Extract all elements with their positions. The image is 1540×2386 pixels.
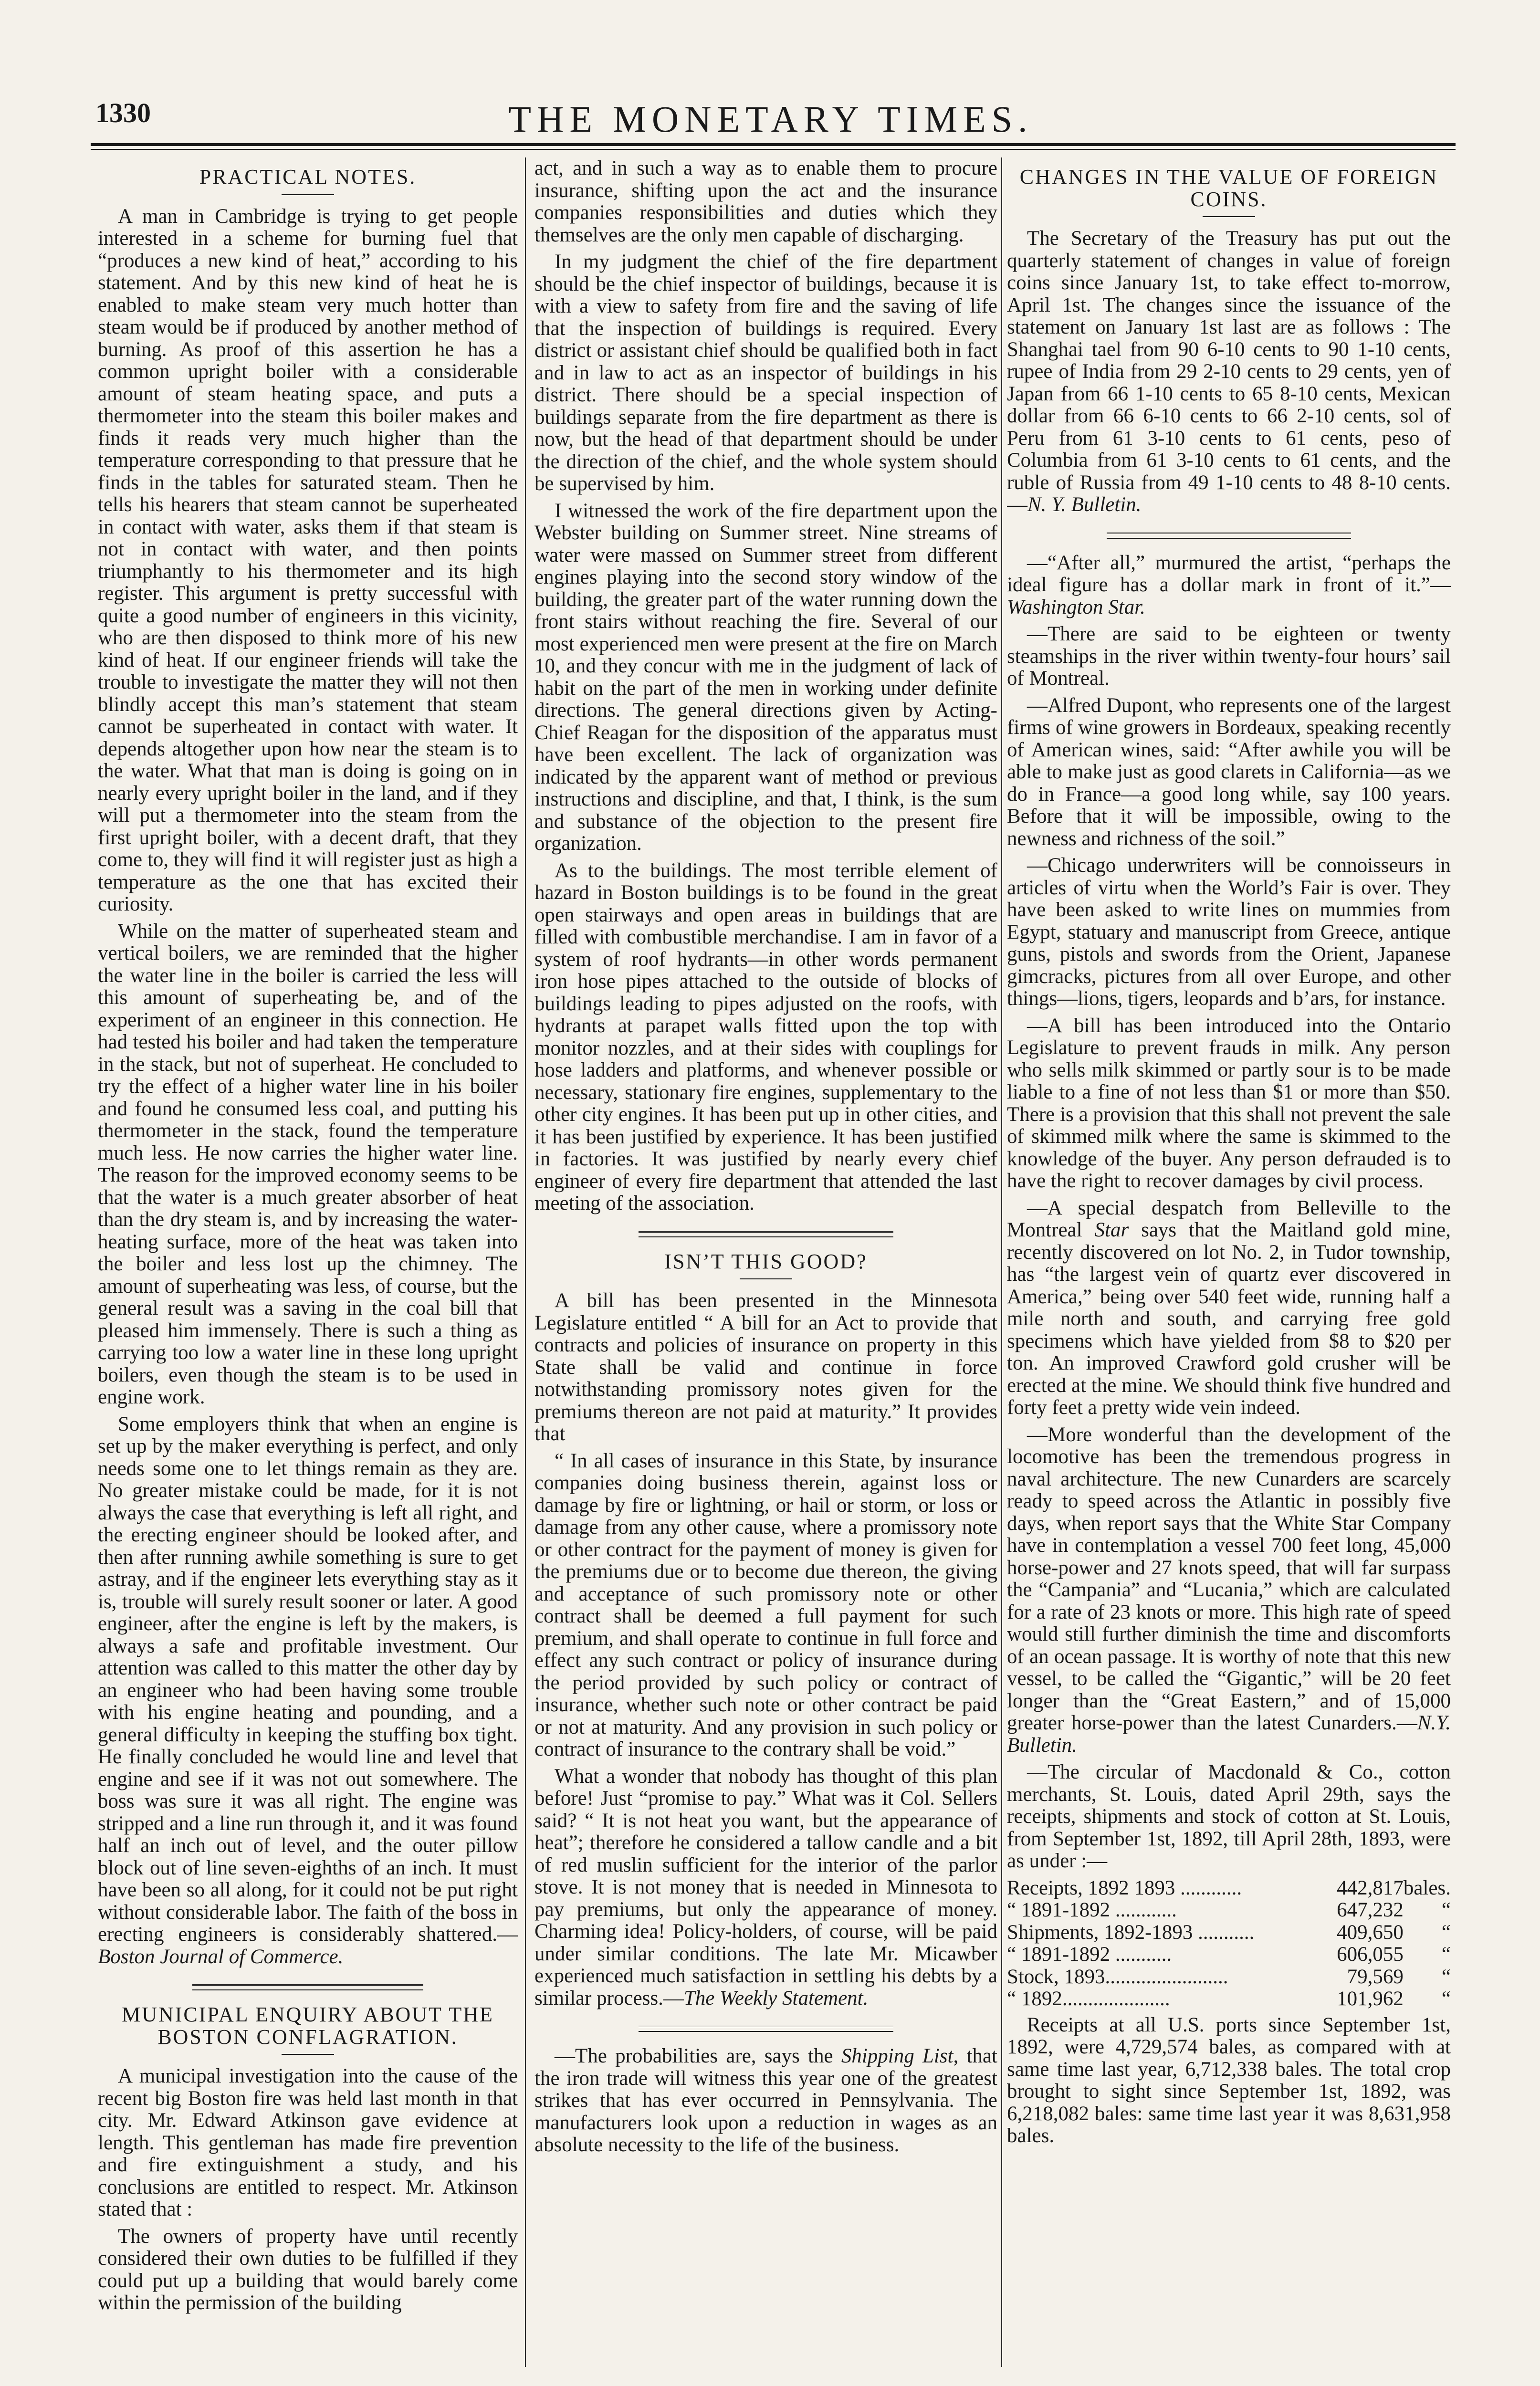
table-cell-unit: “ xyxy=(1441,1943,1451,1966)
table-row xyxy=(1007,1877,1451,1900)
article-heading: PRACTICAL NOTES. xyxy=(199,165,417,188)
heading-dash xyxy=(1203,216,1255,217)
page-number: 1330 xyxy=(95,97,151,128)
heading-dash xyxy=(740,1278,792,1279)
paragraph xyxy=(534,1766,997,2010)
journal-title: THE MONETARY TIMES. xyxy=(508,98,1033,140)
table-cell-label: “ 1892..................... xyxy=(1007,1988,1170,2010)
paragraph-text: —The probabilities are, says the xyxy=(555,2045,841,2067)
paragraph-text: What a wonder that nobody has thought of this plan before! Just “promise to pay.” What was it Col. Sellers said? “ It is not heat you want, but the appearance of heat”; therefore he considered a tallow candle and a bit of red muslin sufficient for the interior of the parlor stove. It is not money that is needed in Minnesota to pay premiums, but only the appearance of money. Charming idea! Policy-holders, of course, will be paid under similar conditions. The late Mr. Micawber experienced much satisfaction in settling his debts by a similar process.— xyxy=(534,1765,997,2009)
paragraph: A man in Cambridge is trying to get people interested in a scheme for burning fuel that “produces a new kind of heat,” according to his statement. And by this new kind of heat he is enabled to make steam very much hotter than steam would be if produced by another method of burning. As proof of this assertion he has a common upright boiler with a considerable amount of steam heating space, and puts a thermometer into the steam this boiler makes and finds it reads very much higher than the temperature corresponding to that pressure that he finds in the tables for saturated steam. Then he tells his hearers that steam cannot be superheated in contact with water, asks them if that steam is not in contact with water, and then points triumphantly to his thermometer and its high register. This argument is pretty successful with quite a good number of engineers in this vicinity, who are then disposed to think more of his new kind of heat. If our engineer friends will take the trouble to investigate the matter they will not then blindly accept this man’s statement that steam cannot be superheated in contact with water. It depends altogether upon how near the steam is to the water. What that man is doing is going on in nearly every upright boiler in the land, and if they will put a thermometer into the steam from the first upright boiler, with a decent draft, that they come to, they will find it will register just as high a temperature as the one that has excited their curiosity. xyxy=(98,205,518,915)
source-citation: Boston Journal of Commerce. xyxy=(98,1945,344,1968)
table-cell-unit: “ xyxy=(1441,1899,1451,1921)
paragraph: act, and in such a way as to enable them to procure insurance, shifting upon the act and the insurance companies responsibilities and duties which they themselves are the only men capable of discharging. xyxy=(534,157,997,246)
article-heading: CHANGES IN THE VALUE OF FOREIGN COINS. xyxy=(1019,165,1438,211)
heading-dash xyxy=(282,194,334,195)
table-cell-label: “ 1891-1892 ........... xyxy=(1007,1943,1172,1966)
paragraph: Receipts at all U.S. ports since September 1st, 1892, were 4,729,574 bales, as compared with at same time last year, 6,712,338 bales. The total crop brought to sight since September 1st, 1892, was 6,218,082 bales: same time last year it was 8,631,958 bales. xyxy=(1007,2013,1451,2147)
paragraph xyxy=(98,1413,518,1968)
source-citation: The Weekly Statement. xyxy=(683,1987,869,2009)
table-cell-unit: “ xyxy=(1441,1965,1451,1988)
column-divider xyxy=(1001,157,1002,2367)
table-cell-unit: “ xyxy=(1441,1921,1451,1944)
paragraph: —The circular of Macdonald & Co., cotton merchants, St. Louis, dated April 29th, says the receipts, shipments and stock of cotton at St. Louis, from September 1st, 1892, till April 28th, 1893, were as under :— xyxy=(1007,1761,1451,1872)
table-row xyxy=(1007,1966,1451,1988)
paragraph-text: Some employers think that when an engine is set up by the maker everything is perfect, and only needs some one to let things remain as they are. No greater mistake could be made, for it is not always the case that everything is left all right, and the erecting engineer should be looked after, and then after running awhile something is sure to get astray, and if the engineer lets everything stay as it is, trouble will surely result sooner or later. A good engineer, after the engine is left by the makers, is always a safe and profitable investment. Our attention was called to this matter the other day by an engineer who had been having some trouble with his engine heating and pounding, and a general difficulty in keeping the stuffing box tight. He finally concluded he would line and level that engine and see if it was not out somewhere. The boss was sure it was all right. The engine was stripped and a line run through it, and it was found half an inch out of level, and the outer pillow block out of line seven-eighths of an inch. It must have been so all along, for it could not be put right without considerable labor. The faith of the boss in erecting engineers is considerably shattered.— xyxy=(98,1413,518,1946)
article-separator xyxy=(639,2026,893,2032)
column-1 xyxy=(98,157,518,2372)
table-cell-value: 442,817 xyxy=(1337,1876,1404,1899)
paragraph: —Alfred Dupont, who represents one of the largest firms of wine growers in Bordeaux, speaking recently of American wines, said: “After awhile you will be able to make just as good clarets in California—as we do in France—a good long while, say 100 years. Before that it will be impossible, owing to the newness and richness of the soil.” xyxy=(1007,694,1451,850)
paragraph xyxy=(1007,228,1451,516)
paragraph: As to the buildings. The most terrible element of hazard in Boston buildings is to be found in the great open stairways and open areas in buildings that are filled with combustible merchandise. I am in favor of a system of roof hydrants—in other words permanent iron hose pipes attached to the outside of blocks of buildings leading to pipes adjusted on the roofs, with hydrants at parapet walls fitted upon the top with monitor nozzles, and at their sides with couplings for hose ladders and platforms, and whenever possible or necessary, stationary fire engines, supplementary to the other city engines. It has been put up in other cities, and it has been justified by experience. It has been justified in factories. It was justified by nearly every chief engineer of every fire department that attended the last meeting of the association. xyxy=(534,859,997,1214)
table-cell-label: Receipts, 1892 1893 ............ xyxy=(1007,1876,1242,1899)
paragraph: While on the matter of superheated steam and vertical boilers, we are reminded that the higher the water line in the boiler is carried the less will this amount of superheating be, and of the experiment of an engineer in this connection. He had tested his boiler and had taken the temperature in the stack, but not of superheat. He concluded to try the effect of a higher water line in his boiler and found he consumed less coal, and putting his thermometer in the stack, found the temperature much less. He now carries the higher water line. The reason for the improved economy seems to be that the water is a much greater absorber of heat than the dry steam is, and by increasing the water-heating surface, more of the heat was taken into the boiler and less lost up the chimney. The amount of superheating was less, of course, but the general result was a saving in the coal bill that pleased him immensely. There is such a thing as carrying too low a water line in these long upright boilers, even though the steam is to be used in engine work. xyxy=(98,920,518,1408)
paragraph-text: —A special despatch from Belleville to the Montreal xyxy=(1007,1196,1451,1241)
masthead xyxy=(86,84,1456,146)
column-2 xyxy=(534,157,997,2372)
column-3 xyxy=(1007,157,1451,2372)
table-cell-value: 647,232 xyxy=(1337,1899,1404,1921)
column-divider xyxy=(525,157,526,2367)
paragraph: “ In all cases of insurance in this State, by insurance companies doing business therein, against loss or damage by fire or lightning, or hail or storm, or loss or damage from any other cause, where a promissory note or other contract for the payment of money is given for the premiums due or to become due thereon, the giving and acceptance of such promissory note or other contract shall be deemed a full payment for such premium, and shall operate to continue in full force and effect any such contract or policy of insurance during the period provided by such policy or contract of insurance, whether such note or other contract be paid or not at maturity. And any provision in such policy or contract of insurance to the contrary shall be void.” xyxy=(534,1449,997,1760)
paragraph: A bill has been presented in the Minnesota Legislature entitled “ A bill for an Act to provide that contracts and policies of insurance on property in this State shall be valid and continue in force notwithstanding promissory notes given for the premiums thereon are not paid at maturity.” It provides that xyxy=(534,1289,997,1445)
table-cell-value: 79,569 xyxy=(1347,1965,1404,1988)
table-cell-label: Stock, 1893........................ xyxy=(1007,1965,1228,1988)
paragraph: —A bill has been introduced into the Ontario Legislature to prevent frauds in milk. Any person who sells milk skimmed or partly sour is to be made liable to a fine of not less than $1 or more than $50. There is a provision that this shall not prevent the sale of skimmed milk where the same is skimmed to the knowledge of the buyer. Any person defrauded is to have the right to recover damages by civil process. xyxy=(1007,1014,1451,1192)
table-row xyxy=(1007,1944,1451,1966)
newspaper-name: Star xyxy=(1094,1219,1129,1241)
source-citation: N.Y. Bulletin. xyxy=(1007,1712,1451,1757)
table-cell-value: 606,055 xyxy=(1337,1943,1404,1966)
paragraph-text: that the iron trade will witness this year one of the greatest strikes that has ever occurred in Pennsylvania. The manufacturers look upon a reduction in wages as an absolute necessity to the life of the business. xyxy=(534,2045,997,2156)
table-row xyxy=(1007,1988,1451,2010)
paragraph xyxy=(1007,552,1451,619)
table-cell-label: “ 1891-1892 ............ xyxy=(1007,1899,1177,1921)
article-separator xyxy=(639,1231,893,1237)
heading-dash xyxy=(282,2054,334,2055)
table-row xyxy=(1007,1899,1451,1922)
paragraph xyxy=(1007,1424,1451,1757)
source-citation: Washington Star. xyxy=(1007,596,1145,618)
source-citation: Shipping List, xyxy=(841,2045,959,2067)
article-heading: ISN’T THIS GOOD? xyxy=(664,1249,868,1273)
article-separator xyxy=(192,1984,423,1990)
paragraph-text: —“After all,” murmured the artist, “perhaps the ideal figure has a dollar mark in front of it.”— xyxy=(1007,551,1451,596)
table-cell-unit: “ xyxy=(1441,1988,1451,2010)
table-cell-value: 409,650 xyxy=(1337,1921,1404,1944)
table-row xyxy=(1007,1922,1451,1944)
masthead-rule xyxy=(91,143,1456,146)
paragraph-text: says that the Maitland gold mine, recently discovered on lot No. 2, in Tudor township, has “the largest vein of quartz ever discovered in America,” being over 540 feet wide, running half a mile north and south, and carrying free gold specimens which have yielded from $8 to $20 per ton. An improved Crawford gold crusher will be erected at the mine. We should think five hundred and forty feet a pretty wide vein indeed. xyxy=(1007,1219,1451,1419)
paragraph: In my judgment the chief of the fire department should be the chief inspector of buildings, because it is with a view to safety from fire and the saving of life that the inspection of buildings is required. Every district or assistant chief should be qualified both in fact and in law to act as an inspector of buildings in his district. There should be a special inspection of buildings separate from the fire department as there is now, but the head of that department should be under the direction of the chief, and the whole system should be supervised by him. xyxy=(534,251,997,495)
paragraph xyxy=(534,2045,997,2156)
paragraph: —There are said to be eighteen or twenty steamships in the river within twenty-four hours’ sail of Montreal. xyxy=(1007,623,1451,690)
table-cell-unit: bales. xyxy=(1403,1876,1451,1899)
source-citation: N. Y. Bulletin. xyxy=(1027,493,1142,516)
cotton-table xyxy=(1007,1877,1451,2010)
article-separator xyxy=(1107,533,1351,539)
masthead-rule-thin xyxy=(91,149,1456,150)
paragraph: —Chicago underwriters will be connoisseurs in articles of virtu when the World’s Fair is over. They have been asked to write lines on mummies from Egypt, statuary and manuscript from Greece, antique guns, pistols and swords from the Orient, Japanese gimcracks, pictures from all over Europe, and other things—lions, tigers, leopards and b’ars, for instance. xyxy=(1007,854,1451,1010)
paragraph: I witnessed the work of the fire department upon the Webster building on Summer street. Nine streams of water were massed on Summer street from different engines playing into the second story window of the building, the greater part of the water running down the front stairs without reaching the fire. Several of our most experienced men were present at the fire on March 10, and they concur with me in the judgment of lack of habit on the part of the men in working under definite directions. The general directions given by Acting-Chief Reagan for the disposition of the apparatus must have been excellent. The lack of organization was indicated by the apparent want of method or previous instructions and discipline, and that, I think, is the sum and substance of the objection to the present fire organization. xyxy=(534,499,997,855)
paragraph: The owners of property have until recently considered their own duties to be fulfilled if they could put up a building that would barely come within the permission of the building xyxy=(98,2225,518,2314)
article-heading: MUNICIPAL ENQUIRY ABOUT THE BOSTON CONFLAGRATION. xyxy=(122,2003,494,2049)
paragraph: A municipal investigation into the cause of the recent big Boston fire was held last month in that city. Mr. Edward Atkinson gave evidence at length. This gentleman has made fire prevention and fire extinguishment a study, and his conclusions are entitled to respect. Mr. Atkinson stated that : xyxy=(98,2065,518,2220)
paragraph-text: —More wonderful than the development of the locomotive has been the tremendous progress in naval architecture. The new Cunarders are scarcely ready to speed across the Atlantic in possibly five days, when report says that the White Star Company have in contemplation a vessel 700 feet long, 45,000 horse-power and 27 knots speed, that will far surpass the “Campania” and “Lucania,” which are calculated for a rate of 23 knots or more. This high rate of speed would still further diminish the time and discomforts of an ocean passage. It is worthy of note that this new vessel, to be called the “Gigantic,” will be 20 feet longer than the “Great Eastern,” and of 15,000 greater horse-power than the latest Cunarders.— xyxy=(1007,1423,1451,1734)
paragraph-text: The Secretary of the Treasury has put out the quarterly statement of changes in value of foreign coins since January 1st, to take effect to-morrow, April 1st. The changes since the issuance of the statement on January 1st last are as follows : The Shanghai tael from 90 6-10 cents to 90 1-10 cents, rupee of India from 29 2-10 cents to 29 cents, yen of Japan from 66 1-10 cents to 65 8-10 cents, Mexican dollar from 66 6-10 cents to 66 2-10 cents, sol of Peru from 61 3-10 cents to 61 cents, peso of Columbia from 61 3-10 cents to 61 cents, and the ruble of Russia from 49 1-10 cents to 48 8-10 cents.— xyxy=(1007,227,1451,516)
table-cell-value: 101,962 xyxy=(1337,1988,1404,2010)
paragraph xyxy=(1007,1197,1451,1419)
table-cell-label: Shipments, 1892-1893 ........... xyxy=(1007,1921,1255,1944)
